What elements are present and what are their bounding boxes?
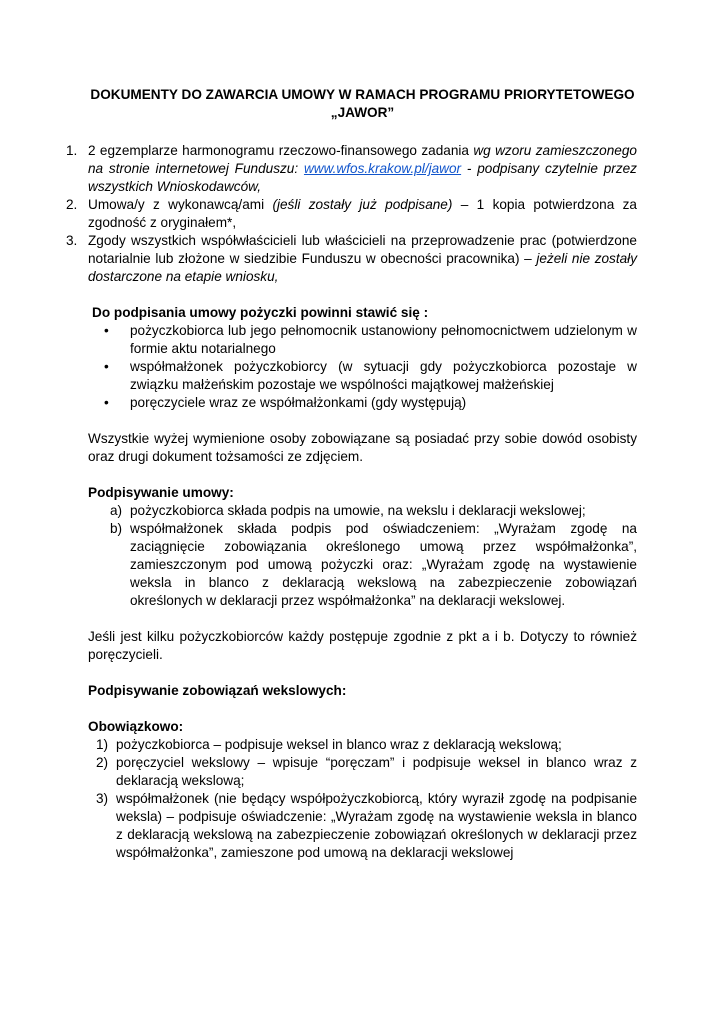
bullet-item: [104, 322, 637, 358]
signing-bullets: [88, 322, 637, 412]
list-item-text: współmałżonek składa podpis pod oświadczeniem: „Wyrażam zgodę na zaciągnięcie zobowiązania określonego umową przez współmałżonka”, zamieszczonym pod umową pożyczki oraz: „Wyrażam zgodę na wystawienie weksla in blanco z deklaracją wekslową na zabezpieczenie zobowiązań określonych w deklaracji przez współmałżonka” na deklaracji wekslowej.: [130, 521, 637, 608]
list-item: [110, 520, 637, 610]
documents-list-item-1: [66, 142, 637, 196]
documents-list-item-3: [66, 232, 637, 286]
bullet-text: poręczyciele wraz ze współmałżonkami (gdy występują): [130, 395, 467, 410]
list-marker: 1): [96, 737, 109, 752]
fund-website-link[interactable]: www.wfos.krakow.pl/jawor: [303, 161, 462, 176]
item-text: – 1 kopia potwierdzona za zgodność z oryginałem*,: [88, 197, 637, 230]
item-italic-text: jeżeli nie zostały dostarczone na etapie wniosku,: [88, 251, 637, 284]
list-marker: a): [110, 503, 123, 518]
list-item-text: pożyczkobiorca składa podpis na umowie, na wekslu i deklaracji wekslowej;: [130, 503, 586, 518]
list-marker: 3): [96, 791, 109, 806]
bullet-icon: •: [104, 395, 109, 410]
list-number: 2.: [66, 197, 78, 212]
list-marker: 2): [96, 755, 109, 770]
list-number: 1.: [66, 143, 78, 158]
documents-list: [66, 142, 637, 286]
bullet-icon: •: [104, 359, 109, 374]
multiple-borrowers-paragraph: Jeśli jest kilku pożyczkobiorców każdy postępuje zgodnie z pkt a i b. Dotyczy to również poręczycieli.: [88, 629, 637, 662]
list-marker: b): [110, 521, 123, 536]
id-documents-paragraph: Wszystkie wyżej wymienione osoby zobowiązane są posiadać przy sobie dowód osobisty oraz drugi dokument tożsamości ze zdjęciem.: [88, 431, 637, 464]
bills-heading: Podpisywanie zobowiązań wekslowych:: [88, 683, 347, 698]
mandatory-heading: Obowiązkowo:: [88, 719, 184, 734]
documents-list-item-2: [66, 196, 637, 232]
item-italic-text: wg wzoru zamieszczonego na stronie internetowej Funduszu:: [88, 143, 637, 176]
bullet-item: [104, 358, 637, 394]
item-italic-text: - podpisany czytelnie przez wszystkich Wnioskodawców,: [88, 161, 637, 194]
list-item: [96, 736, 637, 754]
item-text: 2 egzemplarze harmonogramu rzeczowo-finansowego zadania: [88, 143, 474, 158]
list-item: [96, 790, 637, 862]
document-title: [88, 86, 637, 122]
item-text: Umowa/y z wykonawcą/ami: [88, 197, 273, 212]
signing-heading: Do podpisania umowy pożyczki powinni stawić się :: [92, 305, 429, 320]
bullet-text: pożyczkobiorca lub jego pełnomocnik ustanowiony pełnomocnictwem udzielonym w formie aktu notarialnego: [130, 323, 637, 356]
mandatory-list: [88, 736, 637, 862]
list-item: [110, 502, 637, 520]
bullet-icon: •: [104, 323, 109, 338]
list-item-text: współmałżonek (nie będący współpożyczkobiorcą, który wyraził zgodę na podpisanie weksla) – podpisuje oświadczenie: „Wyrażam zgodę na wystawienie weksla in blanco z deklaracją wekslową na zabezpieczenie zobowiązań określonych w deklaracji przez współmałżonka”, zamieszone pod umową na deklaracji wekslowej: [116, 791, 637, 860]
item-italic-text: (jeśli zostały już podpisane): [272, 197, 453, 212]
item-text: Zgody wszystkich współwłaścicieli lub właścicieli na przeprowadzenie prac (potwierdzone notarialnie lub złożone w siedzibie Funduszu w obecności pracownika) –: [88, 233, 637, 266]
title-line-1: DOKUMENTY DO ZAWARCIA UMOWY W RAMACH PROGRAMU PRIORYTETOWEGO: [90, 87, 635, 102]
signing-contract-list: [88, 502, 637, 610]
bullet-text: współmałżonek pożyczkobiorcy (w sytuacji gdy pożyczkobiorca pozostaje w związku małżeńskim pozostaje we wspólności majątkowej małżeńskiej: [130, 359, 637, 392]
list-item-text: poręczyciel wekslowy – wpisuje “poręczam” i podpisuje weksel in blanco wraz z deklaracją wekslową;: [116, 755, 637, 788]
title-line-2: „JAWOR”: [330, 105, 395, 120]
list-item: [96, 754, 637, 790]
bullet-item: [104, 394, 637, 412]
signing-contract-heading: Podpisywanie umowy:: [88, 485, 234, 500]
list-number: 3.: [66, 233, 78, 248]
list-item-text: pożyczkobiorca – podpisuje weksel in blanco wraz z deklaracją wekslową;: [116, 737, 562, 752]
